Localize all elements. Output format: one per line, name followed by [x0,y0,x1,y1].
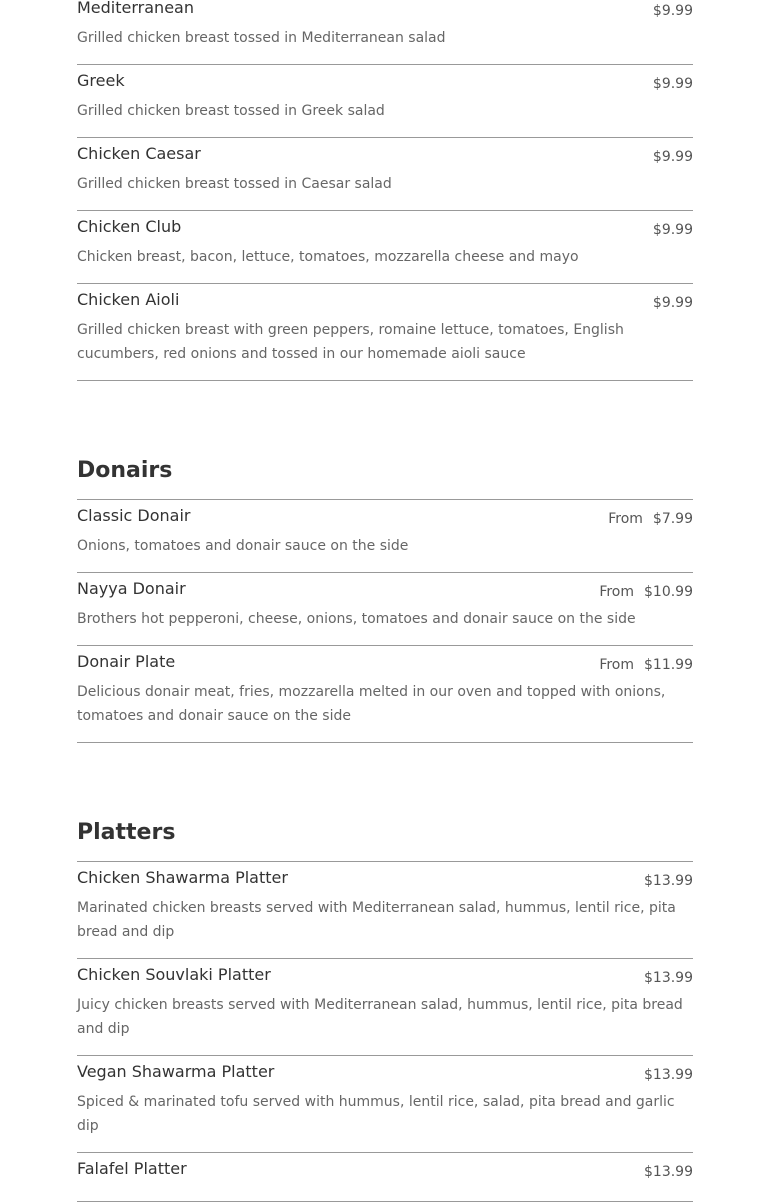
menu-item-description: Grilled chicken breast with green peppers, romaine lettuce, tomatoes, English cucumbers, red onions and tossed in our homemade aioli sauce [77,322,624,362]
menu-item-price [644,959,693,988]
menu-item-header [77,0,693,21]
menu-item-name: Donair Plate [77,652,176,671]
menu-item-header [77,65,693,94]
price-value: $7.99 [652,511,693,527]
menu-item-header [77,138,693,167]
menu-item [77,500,693,573]
price-prefix: From [599,657,634,673]
menu-item-name: Chicken Club [77,217,182,236]
menu-item [77,211,693,284]
menu-item-price [608,500,693,529]
menu-item-name: Chicken Souvlaki Platter [77,965,271,984]
menu-item-name: Chicken Caesar [77,144,201,163]
price-value: $9.99 [652,76,693,92]
menu-item-price [599,646,693,675]
price-value: $10.99 [644,584,693,600]
menu-item-price [653,211,693,240]
menu-item-price [599,573,693,602]
menu-item-name: Chicken Aioli [77,290,180,309]
menu-item-description: Marinated chicken breasts served with Mediterranean salad, hummus, lentil rice, pita bread and dip [77,900,676,940]
menu-item-description: Grilled chicken breast tossed in Caesar salad [77,176,392,192]
menu-item-description: Brothers hot pepperoni, cheese, onions, tomatoes and donair sauce on the side [77,611,636,627]
menu-item [77,284,693,381]
menu-section [77,0,693,381]
menu-list [77,0,693,1202]
menu-item-name: Chicken Shawarma Platter [77,868,288,887]
menu-item [77,1056,693,1153]
price-value: $9.99 [652,222,693,238]
menu-item-price [653,284,693,313]
menu-item-name: Nayya Donair [77,579,186,598]
menu-item-header [77,211,693,240]
menu-item-description: Juicy chicken breasts served with Mediterranean salad, hummus, lentil rice, pita bread and dip [77,997,683,1037]
menu-item [77,138,693,211]
menu-item-header [77,862,693,891]
section-title: Platters [77,820,176,845]
menu-item-name: Greek [77,71,125,90]
menu-item [77,646,693,743]
menu-item-description: Chicken breast, bacon, lettuce, tomatoes, mozzarella cheese and mayo [77,249,579,265]
menu-item-description: Delicious donair meat, fries, mozzarella melted in our oven and topped with onions, tomatoes and donair sauce on the side [77,684,666,724]
menu-item [77,0,693,65]
menu-item [77,862,693,959]
menu-item-header [77,646,693,675]
menu-item [77,959,693,1056]
price-value: $13.99 [644,873,693,889]
menu-item-price [644,1153,693,1182]
menu-item-name: Vegan Shawarma Platter [77,1062,275,1081]
price-value: $13.99 [644,970,693,986]
menu-item-description: Spiced & marinated tofu served with hummus, lentil rice, salad, pita bread and garlic dip [77,1094,675,1134]
menu-item-name: Falafel Platter [77,1159,187,1178]
menu-item-price [653,138,693,167]
section-spacer [77,743,693,795]
menu-item-description: Grilled chicken breast tossed in Mediterranean salad [77,30,446,46]
menu-item-description [77,1187,693,1201]
menu-item-header [77,1056,693,1085]
price-value: $9.99 [652,149,693,165]
price-value: $13.99 [644,1164,693,1180]
menu-item [77,573,693,646]
menu-item-name: Mediterranean [77,0,194,17]
price-value: $9.99 [652,295,693,311]
price-prefix: From [608,511,643,527]
menu-item-price [644,862,693,891]
menu-item-header [77,573,693,602]
menu-item [77,1153,693,1202]
menu-item-name: Classic Donair [77,506,191,525]
price-value: $11.99 [644,657,693,673]
menu-item-description: Grilled chicken breast tossed in Greek salad [77,103,385,119]
menu-item-header [77,500,693,529]
menu-item-description: Onions, tomatoes and donair sauce on the side [77,538,409,554]
section-title: Donairs [77,458,173,483]
menu-item [77,65,693,138]
menu-section [77,861,693,1202]
menu-item-header [77,959,693,988]
price-value: $9.99 [652,3,693,19]
menu-item-price [653,65,693,94]
menu-section [77,499,693,743]
menu-item-header [77,284,693,313]
price-prefix: From [599,584,634,600]
section-spacer [77,381,693,433]
menu-item-header [77,1153,693,1182]
menu-item-price [644,1056,693,1085]
menu-item-price [653,0,693,21]
price-value: $13.99 [644,1067,693,1083]
